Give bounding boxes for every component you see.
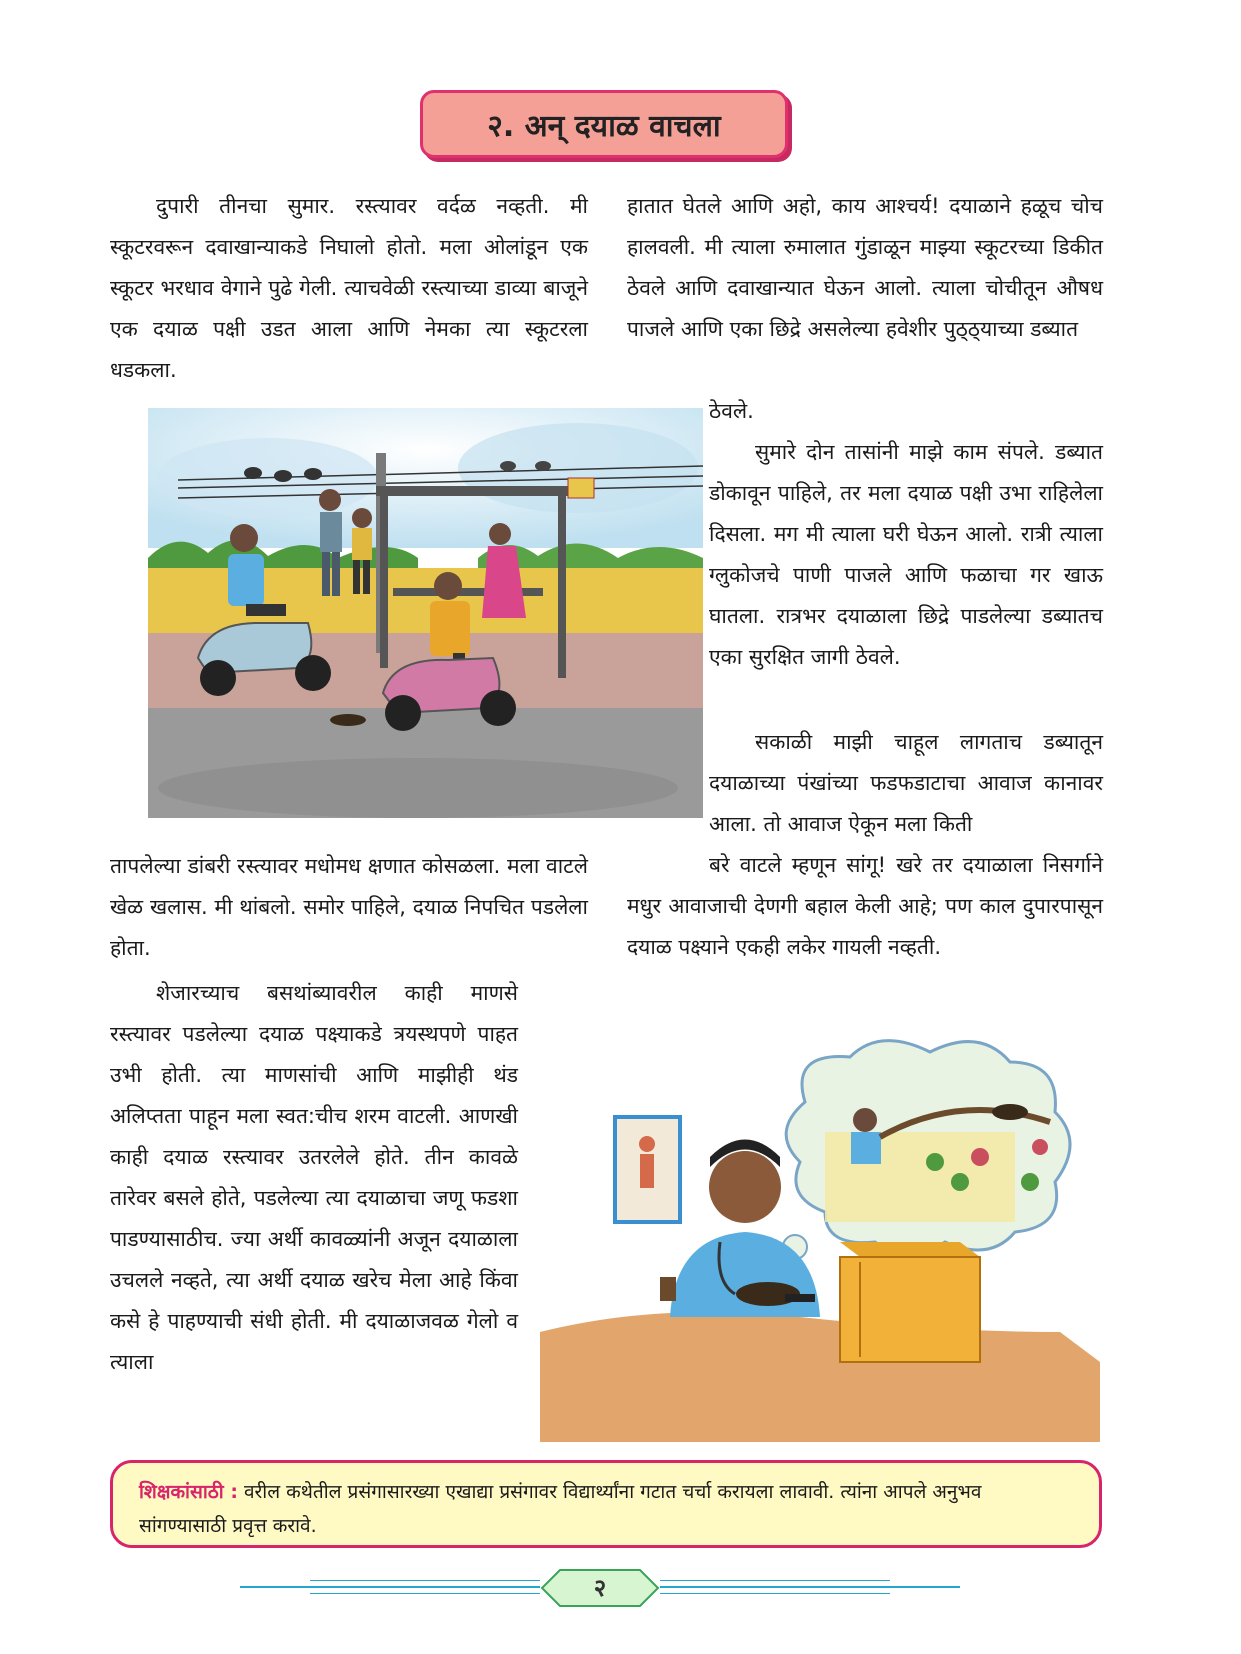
paragraph-1: दुपारी तीनचा सुमार. रस्त्यावर वर्दळ नव्हती. मी स्कूटरवरून दवाखान्याकडे निघालो होतो. मला ओलांडून एक स्कूटर भरधाव वेगाने पुढे गेली. त्याचवेळी रस्त्याच्या डाव्या बाजूने एक दयाळ पक्षी उडत आला आणि नेमका त्या स्कूटरला धडकला. — [110, 194, 588, 382]
teacher-note-box — [110, 1460, 1102, 1548]
footer-line-right — [660, 1586, 960, 1588]
street-scene-illustration — [148, 408, 703, 818]
paragraph-3: शेजारच्याच बसथांब्यावरील काही माणसे रस्त्यावर पडलेल्या दयाळ पक्ष्याकडे त्रयस्थपणे पाहत उभी होती. त्या माणसांची आणि माझीही थंड अलिप्तता पाहून मला स्वत:चीच शरम वाटली. आणखी काही दयाळ रस्त्यावर उतरलेले होते. तीन कावळे तारेवर बसले होते, पडलेल्या त्या दयाळाचा जणू फडशा पाडण्यासाठीच. ज्या अर्थी कावळ्यांनी अजून दयाळाला उचलले नव्हते, त्या अर्थी दयाळ खरेच मेला आहे किंवा कसे हे पाहण्याची संधी होती. मी दयाळाजवळ गेलो व त्याला — [110, 981, 518, 1374]
teacher-note-text: वरील कथेतील प्रसंगासारख्या एखाद्या प्रसंगावर विद्यार्थ्यांना गटात चर्चा करायला लावावी. त्यांना आपले अनुभव सांगण्यासाठी प्रवृत्त करावे. — [139, 1481, 982, 1537]
teacher-note-label: शिक्षकांसाठी : — [139, 1481, 238, 1503]
chapter-title: २. अन् दयाळ वाचला — [420, 90, 788, 158]
page-number-badge — [540, 1568, 660, 1608]
footer-line-left — [240, 1586, 540, 1588]
paragraph-4-end: ठेवले. — [709, 399, 754, 423]
footer-line-right-upper — [660, 1580, 890, 1581]
paragraph-6-cont: बरे वाटले म्हणून सांगू! खरे तर दयाळाला निसर्गाने मधुर आवाजाची देणगी बहाल केली आहे; पण काल दुपारपासून दयाळ पक्ष्याने एकही लकेर गायली नव्हती. — [627, 853, 1103, 959]
page-number: २ — [593, 1574, 607, 1602]
paragraph-6: सकाळी माझी चाहूल लागताच डब्यातून दयाळाच्या पंखांच्या फडफडाटाचा आवाज कानावर आला. तो आवाज ऐकून मला किती — [709, 730, 1103, 836]
footer-line-left-lower — [310, 1593, 540, 1594]
paragraph-5: सुमारे दोन तासांनी माझे काम संपले. डब्यात डोकावून पाहिले, तर मला दयाळ पक्षी उभा राहिलेला दिसला. मग मी त्याला घरी घेऊन आलो. रात्री त्याला ग्लुकोजचे पाणी पाजले आणि फळाचा गर खाऊ घातला. रात्रभर दयाळाला छिद्रे पाडलेल्या डब्यातच एका सुरक्षित जागी ठेवले. — [709, 440, 1103, 669]
paragraph-2: तापलेल्या डांबरी रस्त्यावर मधोमध क्षणात कोसळला. मला वाटले खेळ खलास. मी थांबलो. समोर पाहिले, दयाळ निपचित पडलेला होता. — [110, 854, 588, 960]
footer-line-left-upper — [310, 1580, 540, 1581]
paragraph-4: हातात घेतले आणि अहो, काय आश्चर्य! दयाळाने हळूच चोच हालवली. मी त्याला रुमालात गुंडाळून माझ्या स्कूटरच्या डिकीत ठेवले आणि दवाखान्यात घेऊन आलो. त्याला चोचीतून औषध पाजले आणि एका छिद्रे असलेल्या हवेशीर पुठ्ठ्याच्या डब्यात — [627, 194, 1103, 341]
footer-line-right-lower — [660, 1593, 890, 1594]
doctor-with-bird-illustration — [540, 1032, 1100, 1442]
